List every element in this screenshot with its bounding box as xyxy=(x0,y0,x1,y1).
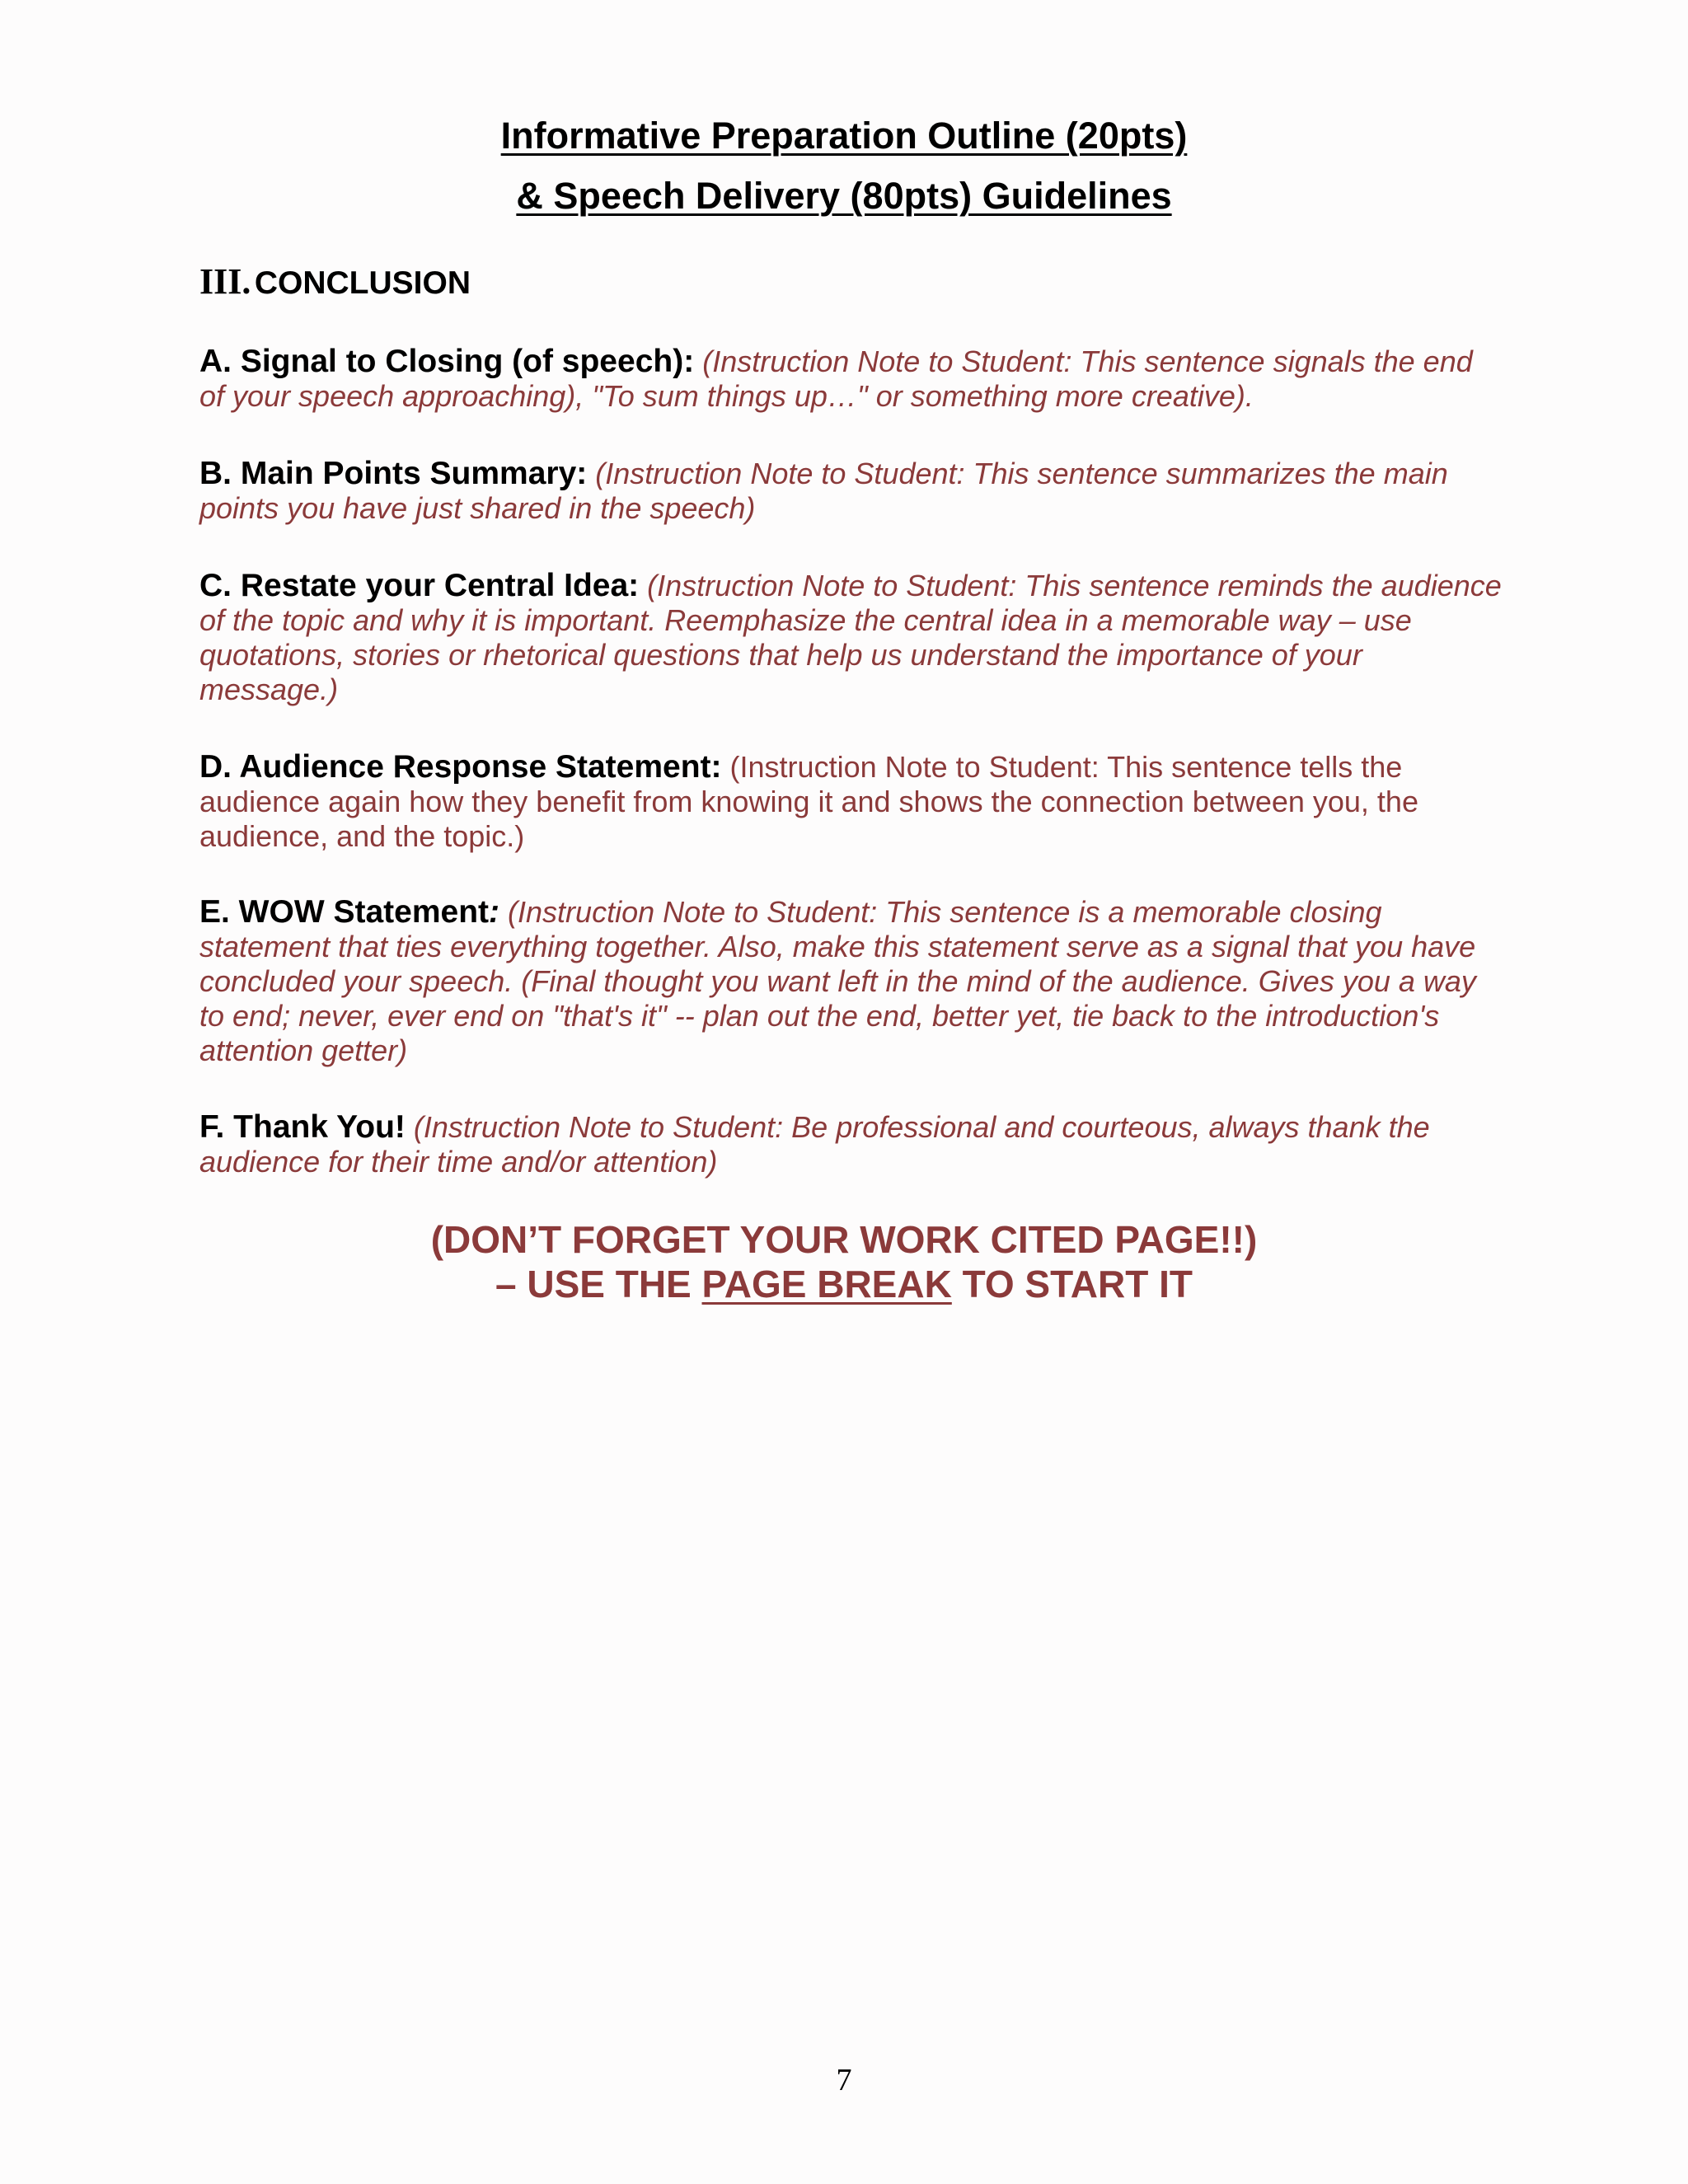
item-label: C. Restate your Central Idea: xyxy=(199,568,640,603)
outline-item-thank-you xyxy=(199,1110,1502,1179)
item-label: E. WOW Statement xyxy=(199,894,490,930)
outline-item-audience-response xyxy=(199,750,1502,854)
item-label: F. Thank You! xyxy=(199,1109,406,1145)
instruction-note: (Instruction Note to Student: This sentence tells the audience again how they benefit from knowing it and shows the connection between you, the audience, and the topic.) xyxy=(199,750,1418,853)
item-label: B. Main Points Summary: xyxy=(199,456,588,491)
page-break-reminder xyxy=(0,1262,1688,1306)
instruction-note: (Instruction Note to Student: This sentence reminds the audience of the topic and why it is important. Reemphasize the central idea in a memorable way – use quotations, stories or rhetorical questions that help us understand the importance of your message.) xyxy=(199,569,1502,706)
outline-item-restate-central-idea xyxy=(199,569,1502,707)
instruction-note: (Instruction Note to Student: This sentence signals the end of your speech approaching), "To sum things up…" or something more creative). xyxy=(199,344,1473,413)
item-label: A. Signal to Closing (of speech): xyxy=(199,344,695,379)
page-number: 7 xyxy=(836,2063,852,2097)
page-title-line-2: & Speech Delivery (80pts) Guidelines xyxy=(516,175,1172,217)
item-label: D. Audience Response Statement: xyxy=(199,749,722,785)
outline-item-main-points-summary xyxy=(199,457,1502,526)
item-label-colon: : xyxy=(489,894,500,930)
instruction-note: (Instruction Note to Student: This sentence is a memorable closing statement that ties everything together. Also, make this statement serve as a signal that you have concluded your speech. (Final thought you want left in the mind of the audience. Gives you a way to end; never, ever end on "that's it" -- plan out the end, better yet, tie back to the introduction's attention getter) xyxy=(199,895,1476,1067)
page-break-text: PAGE BREAK xyxy=(701,1263,952,1305)
work-cited-reminder: (DON’T FORGET YOUR WORK CITED PAGE!!) xyxy=(430,1218,1258,1261)
section-label: CONCLUSION xyxy=(254,265,471,301)
instruction-note: (Instruction Note to Student: This sentence summarizes the main points you have just shared in the speech) xyxy=(199,457,1448,525)
reminder-suffix: TO START IT xyxy=(951,1263,1193,1305)
reminder-prefix: – USE THE xyxy=(495,1263,702,1305)
section-heading xyxy=(199,260,471,302)
outline-item-wow-statement xyxy=(199,895,1502,1068)
page-title-line-1: Informative Preparation Outline (20pts) xyxy=(500,115,1188,157)
outline-item-signal-to-closing xyxy=(199,344,1502,414)
section-numeral: III. xyxy=(199,261,251,302)
instruction-note: (Instruction Note to Student: Be professional and courteous, always thank the audience for their time and/or attention) xyxy=(199,1110,1430,1179)
